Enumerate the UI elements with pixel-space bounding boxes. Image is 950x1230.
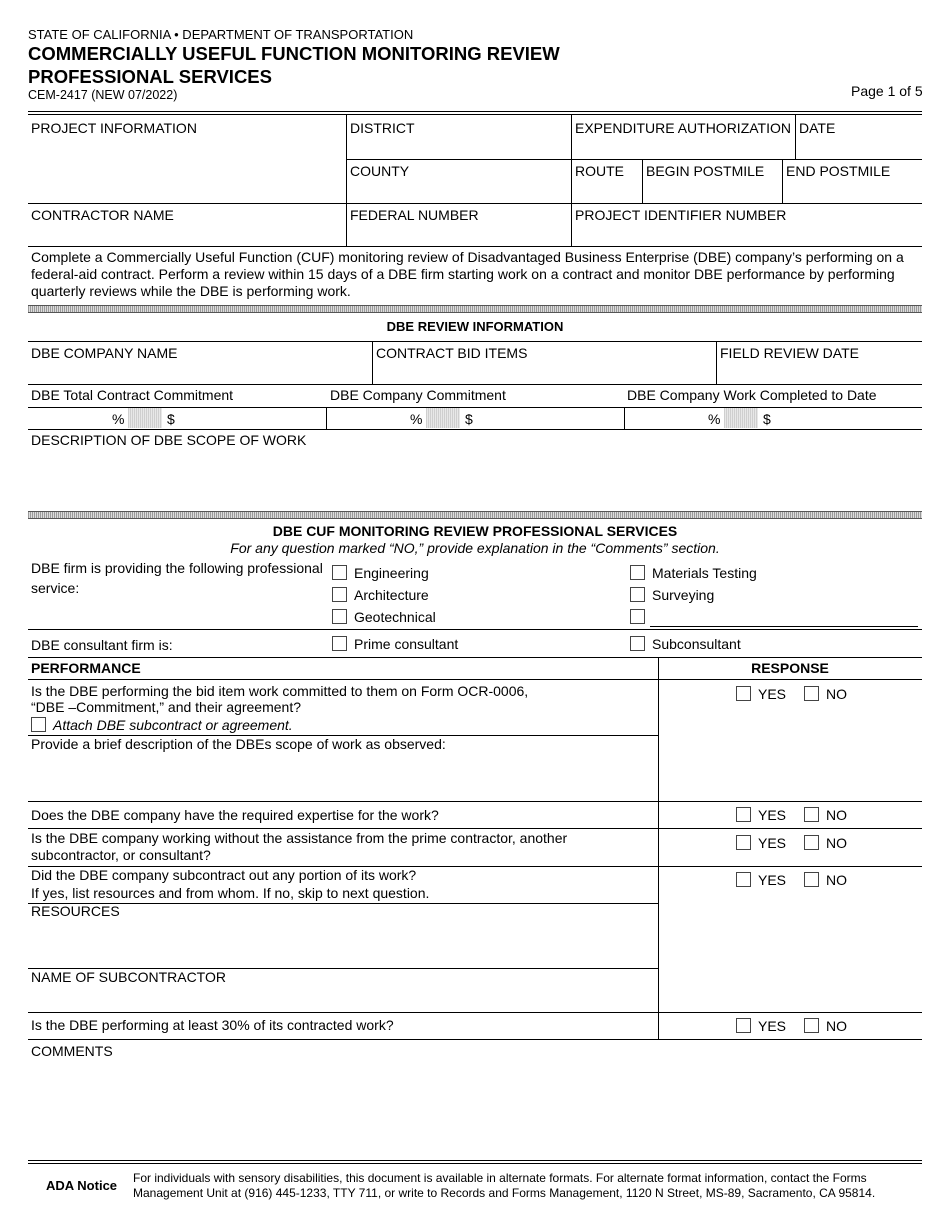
- dbe-company-name-field[interactable]: DBE COMPANY NAME: [31, 345, 178, 361]
- project-identifier-number-field[interactable]: PROJECT IDENTIFIER NUMBER: [575, 207, 787, 223]
- q1-no-label: NO: [826, 686, 847, 702]
- divider: [28, 1012, 922, 1013]
- shaded-cell: [724, 408, 758, 428]
- other-service-input[interactable]: [650, 606, 918, 626]
- divider: [28, 111, 922, 112]
- question-4-line2: If yes, list resources and from whom. If no, skip to next question.: [31, 885, 430, 901]
- divider: [372, 341, 373, 384]
- divider: [326, 407, 327, 429]
- surveying-checkbox[interactable]: [630, 587, 645, 602]
- divider: [28, 629, 922, 630]
- geotechnical-label: Geotechnical: [354, 609, 436, 625]
- attach-agreement-checkbox[interactable]: [31, 717, 46, 732]
- divider: [795, 114, 796, 159]
- materials-testing-checkbox[interactable]: [630, 565, 645, 580]
- q2-no-label: NO: [826, 807, 847, 823]
- dbe-work-completed-label: DBE Company Work Completed to Date: [627, 387, 877, 403]
- form-number: CEM-2417 (NEW 07/2022): [28, 88, 178, 102]
- cuf-heading: DBE CUF MONITORING REVIEW PROFESSIONAL SERVICES: [272, 523, 678, 539]
- subconsultant-label: Subconsultant: [652, 636, 741, 652]
- field-review-date-field[interactable]: FIELD REVIEW DATE: [720, 345, 859, 361]
- professional-service-label: DBE firm is providing the following professional: [31, 560, 323, 576]
- divider: [716, 341, 717, 384]
- contractor-name-field[interactable]: CONTRACTOR NAME: [31, 207, 174, 223]
- performance-heading: PERFORMANCE: [31, 660, 141, 676]
- date-field[interactable]: DATE: [799, 120, 836, 136]
- prime-consultant-checkbox[interactable]: [332, 636, 347, 651]
- q4-yes-checkbox[interactable]: [736, 872, 751, 887]
- contract-bid-items-field[interactable]: CONTRACT BID ITEMS: [376, 345, 528, 361]
- engineering-checkbox[interactable]: [332, 565, 347, 580]
- engineering-label: Engineering: [354, 565, 429, 581]
- project-information-label: PROJECT INFORMATION: [31, 120, 197, 136]
- divider: [28, 679, 922, 680]
- ada-notice-label: ADA Notice: [46, 1178, 118, 1193]
- geotechnical-checkbox[interactable]: [332, 609, 347, 624]
- divider: [28, 657, 922, 658]
- section-separator: [28, 305, 922, 313]
- form-title-line1: COMMERCIALLY USEFUL FUNCTION MONITORING REVIEW: [28, 43, 560, 64]
- response-heading: RESPONSE: [751, 660, 829, 676]
- divider: [28, 203, 922, 204]
- company-percent-sign: %: [410, 411, 423, 427]
- professional-service-label-2: service:: [31, 580, 80, 596]
- question-2: Does the DBE company have the required expertise for the work?: [31, 807, 439, 823]
- prime-consultant-label: Prime consultant: [354, 636, 459, 652]
- company-amount-input[interactable]: [476, 408, 621, 428]
- q3-no-checkbox[interactable]: [804, 835, 819, 850]
- consultant-type-label: DBE consultant firm is:: [31, 637, 173, 653]
- divider: [28, 246, 922, 247]
- begin-postmile-field[interactable]: BEGIN POSTMILE: [646, 163, 765, 179]
- q4-yes-label: YES: [758, 872, 787, 888]
- architecture-label: Architecture: [354, 587, 429, 603]
- q4-no-label: NO: [826, 872, 847, 888]
- divider: [28, 341, 922, 342]
- question-4-line1: Did the DBE company subcontract out any portion of its work?: [31, 867, 417, 883]
- q3-no-label: NO: [826, 835, 847, 851]
- subconsultant-checkbox[interactable]: [630, 636, 645, 651]
- intro-text-line1: Complete a Commercially Useful Function (CUF) monitoring review of Disadvantaged Business Enterprise (DBE) company’s performing on a: [31, 249, 904, 265]
- q1-yes-label: YES: [758, 686, 787, 702]
- page-number: Page 1 of 5: [851, 83, 923, 99]
- ada-notice-line1: For individuals with sensory disabilities, this document is available in alternate formats. For alternate format information, contact the Forms: [133, 1171, 867, 1185]
- dbe-review-heading: DBE REVIEW INFORMATION: [386, 319, 564, 334]
- completed-percent-sign: %: [708, 411, 721, 427]
- divider: [28, 1039, 922, 1040]
- end-postmile-field[interactable]: END POSTMILE: [786, 163, 891, 179]
- comments-field[interactable]: COMMENTS: [31, 1043, 113, 1059]
- q3-yes-label: YES: [758, 835, 787, 851]
- q1-yes-checkbox[interactable]: [736, 686, 751, 701]
- scope-observed-field[interactable]: Provide a brief description of the DBEs scope of work as observed:: [31, 736, 446, 752]
- architecture-checkbox[interactable]: [332, 587, 347, 602]
- divider: [346, 159, 922, 160]
- intro-text-line3: quarterly reviews while the DBE is performing work.: [31, 283, 351, 299]
- q2-yes-checkbox[interactable]: [736, 807, 751, 822]
- resources-field[interactable]: RESOURCES: [31, 903, 120, 919]
- divider: [571, 114, 572, 246]
- expenditure-authorization-field[interactable]: EXPENDITURE AUTHORIZATION: [575, 120, 791, 136]
- subcontractor-name-field[interactable]: NAME OF SUBCONTRACTOR: [31, 969, 226, 985]
- divider: [346, 114, 347, 246]
- divider: [28, 114, 922, 115]
- divider: [28, 801, 922, 802]
- federal-number-field[interactable]: FEDERAL NUMBER: [350, 207, 479, 223]
- q5-yes-label: YES: [758, 1018, 787, 1034]
- other-service-checkbox[interactable]: [630, 609, 645, 624]
- company-dollar-sign: $: [465, 411, 473, 427]
- section-separator: [28, 511, 922, 519]
- agency-name: STATE OF CALIFORNIA • DEPARTMENT OF TRANSPORTATION: [28, 27, 414, 42]
- divider: [642, 159, 643, 203]
- form-title-line2: PROFESSIONAL SERVICES: [28, 66, 272, 87]
- district-field[interactable]: DISTRICT: [350, 120, 415, 136]
- completed-percent-input[interactable]: [626, 408, 706, 428]
- divider: [782, 159, 783, 203]
- cuf-subheading: For any question marked “NO,” provide explanation in the “Comments” section.: [230, 540, 720, 556]
- divider: [28, 429, 922, 430]
- dbe-total-commitment-label: DBE Total Contract Commitment: [31, 387, 234, 403]
- q2-no-checkbox[interactable]: [804, 807, 819, 822]
- divider: [28, 1160, 922, 1161]
- divider: [28, 828, 922, 829]
- intro-text-line2: federal-aid contract. Perform a review within 15 days of a DBE firm starting work on a contract and monitor DBE performance by performing: [31, 266, 895, 282]
- total-percent-input[interactable]: [30, 408, 110, 428]
- divider: [624, 407, 625, 429]
- dbe-scope-of-work-field[interactable]: DESCRIPTION OF DBE SCOPE OF WORK: [31, 432, 307, 448]
- completed-amount-input[interactable]: [774, 408, 919, 428]
- shaded-cell: [426, 408, 460, 428]
- company-percent-input[interactable]: [328, 408, 408, 428]
- surveying-label: Surveying: [652, 587, 715, 603]
- form-header: [28, 26, 928, 104]
- response-column-divider: [658, 657, 659, 1039]
- question-5: Is the DBE performing at least 30% of its contracted work?: [31, 1017, 394, 1033]
- divider: [28, 1163, 922, 1164]
- ada-notice-line2: Management Unit at (916) 445-1233, TTY 711, or write to Records and Forms Management, 1120 N Street, MS-89, Sacramento, CA 95814.: [133, 1186, 876, 1200]
- q2-yes-label: YES: [758, 807, 787, 823]
- county-field[interactable]: COUNTY: [350, 163, 410, 179]
- divider: [28, 384, 922, 385]
- total-amount-input[interactable]: [178, 408, 323, 428]
- divider: [650, 626, 918, 627]
- question-3-line2: subcontractor, or consultant?: [31, 847, 211, 863]
- q5-no-label: NO: [826, 1018, 847, 1034]
- dbe-company-commitment-label: DBE Company Commitment: [330, 387, 506, 403]
- q1-no-checkbox[interactable]: [804, 686, 819, 701]
- question-1-line1: Is the DBE performing the bid item work committed to them on Form OCR-0006,: [31, 683, 529, 699]
- divider: [28, 903, 658, 904]
- total-percent-sign: %: [112, 411, 125, 427]
- total-dollar-sign: $: [167, 411, 175, 427]
- attach-agreement-label: Attach DBE subcontract or agreement.: [53, 717, 293, 733]
- route-field[interactable]: ROUTE: [575, 163, 624, 179]
- question-3-line1: Is the DBE company working without the assistance from the prime contractor, another: [31, 830, 568, 846]
- materials-testing-label: Materials Testing: [652, 565, 757, 581]
- q5-no-checkbox[interactable]: [804, 1018, 819, 1033]
- question-1-line2: “DBE –Commitment,” and their agreement?: [31, 699, 301, 715]
- q4-no-checkbox[interactable]: [804, 872, 819, 887]
- completed-dollar-sign: $: [763, 411, 771, 427]
- q3-yes-checkbox[interactable]: [736, 835, 751, 850]
- shaded-cell: [128, 408, 162, 428]
- q5-yes-checkbox[interactable]: [736, 1018, 751, 1033]
